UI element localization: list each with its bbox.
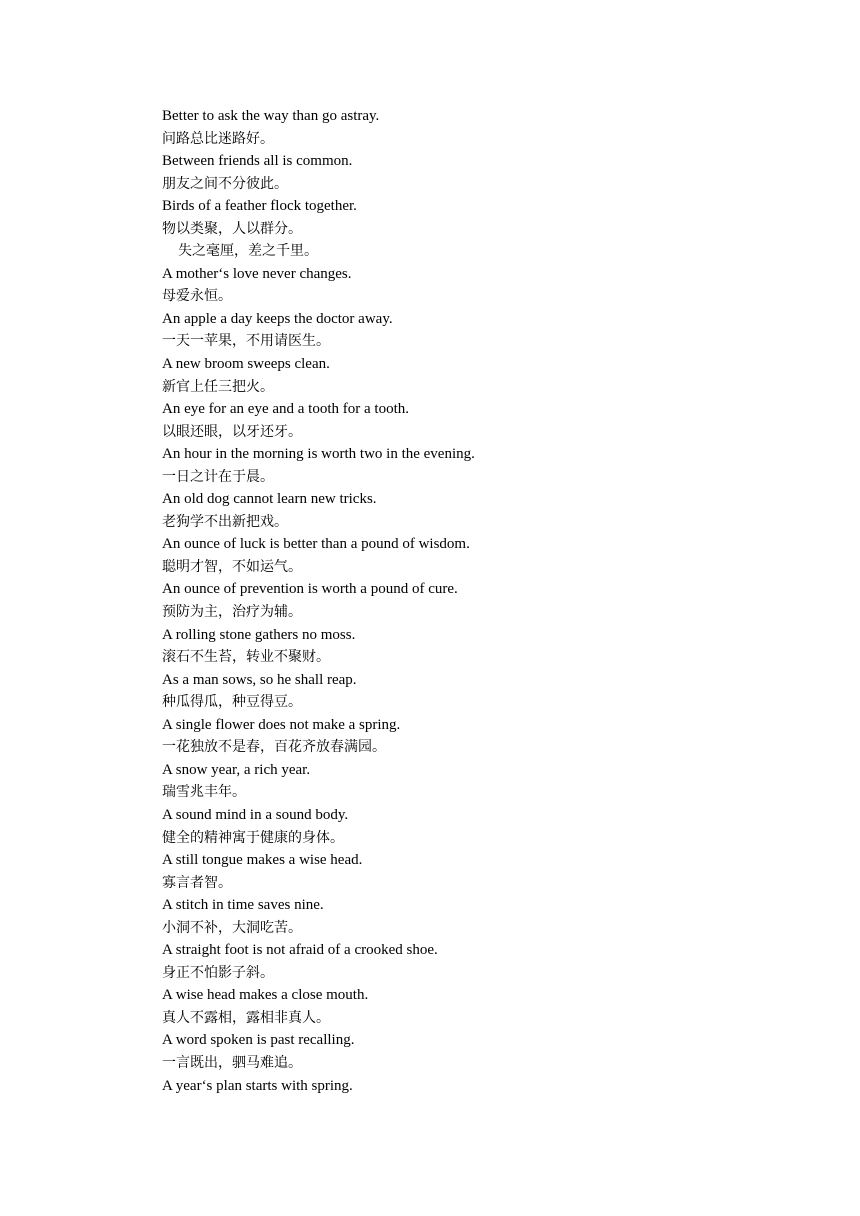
proverb-english-line: A wise head makes a close mouth. xyxy=(162,987,369,1004)
proverb-chinese-line: 以眼还眼，以牙还牙。 xyxy=(162,423,302,440)
proverb-english-line: A sound mind in a sound body. xyxy=(162,806,349,823)
proverb-english-line: A year‘s plan starts with spring. xyxy=(162,1077,353,1094)
proverb-english-line: A new broom sweeps clean. xyxy=(162,356,330,373)
proverb-english-line: A stitch in time saves nine. xyxy=(162,897,324,914)
proverb-chinese-line: 朋友之间不分彼此。 xyxy=(162,175,288,192)
proverb-english-line: An eye for an eye and a tooth for a tooth. xyxy=(162,401,409,418)
proverb-english-line: A still tongue makes a wise head. xyxy=(162,852,363,869)
proverb-chinese-line: 问路总比迷路好。 xyxy=(162,130,274,147)
proverb-english-line: As a man sows, so he shall reap. xyxy=(162,671,357,688)
proverb-chinese-line: 滚石不生苔，转业不聚财。 xyxy=(162,649,330,666)
proverb-english-line: A rolling stone gathers no moss. xyxy=(162,626,356,643)
proverb-chinese-line: 一天一苹果，不用请医生。 xyxy=(162,333,330,350)
proverb-english-line: A single flower does not make a spring. xyxy=(162,716,401,733)
proverb-chinese-line: 种瓜得瓜，种豆得豆。 xyxy=(162,694,302,711)
proverb-chinese-line: 身正不怕影子斜。 xyxy=(162,964,274,981)
proverb-chinese-line: 真人不露相，露相非真人。 xyxy=(162,1009,330,1026)
proverb-english-line: Between friends all is common. xyxy=(162,153,353,170)
proverb-chinese-line: 小洞不补，大洞吃苦。 xyxy=(162,919,302,936)
proverb-english-line: A word spoken is past recalling. xyxy=(162,1032,355,1049)
proverb-english-line: A snow year, a rich year. xyxy=(162,761,311,778)
proverb-english-line: An ounce of prevention is worth a pound of cure. xyxy=(162,581,458,598)
proverb-chinese-line: 老狗学不出新把戏。 xyxy=(162,513,288,530)
proverb-english-line: An apple a day keeps the doctor away. xyxy=(162,310,393,327)
proverb-english-line: An hour in the morning is worth two in the evening. xyxy=(162,446,475,463)
proverb-chinese-line: 预防为主，治疗为辅。 xyxy=(162,604,302,621)
proverb-chinese-line: 物以类聚，人以群分。 xyxy=(162,220,302,237)
proverb-chinese-line: 一日之计在于晨。 xyxy=(162,468,274,485)
proverb-chinese-line: 一花独放不是春，百花齐放春满园。 xyxy=(162,739,386,756)
proverb-chinese-line: 一言既出，驷马难追。 xyxy=(162,1054,302,1071)
proverb-english-line: Better to ask the way than go astray. xyxy=(162,108,380,124)
document-page xyxy=(162,105,802,1097)
proverb-english-line: A straight foot is not afraid of a crooked shoe. xyxy=(162,942,438,959)
proverb-chinese-line: 失之毫厘，差之千里。 xyxy=(178,243,318,260)
proverb-english-line: An old dog cannot learn new tricks. xyxy=(162,491,377,508)
proverb-english-line: A mother‘s love never changes. xyxy=(162,265,352,282)
proverb-english-line: Birds of a feather flock together. xyxy=(162,198,357,215)
proverb-chinese-line: 聪明才智，不如运气。 xyxy=(162,558,302,575)
proverb-chinese-line: 母爱永恒。 xyxy=(162,288,232,305)
proverb-chinese-line: 瑞雪兆丰年。 xyxy=(162,784,246,801)
proverb-chinese-line: 健全的精神寓于健康的身体。 xyxy=(162,829,344,846)
proverb-chinese-line: 新官上任三把火。 xyxy=(162,378,274,395)
proverb-english-line: An ounce of luck is better than a pound of wisdom. xyxy=(162,536,470,553)
proverb-chinese-line: 寡言者智。 xyxy=(162,874,232,891)
